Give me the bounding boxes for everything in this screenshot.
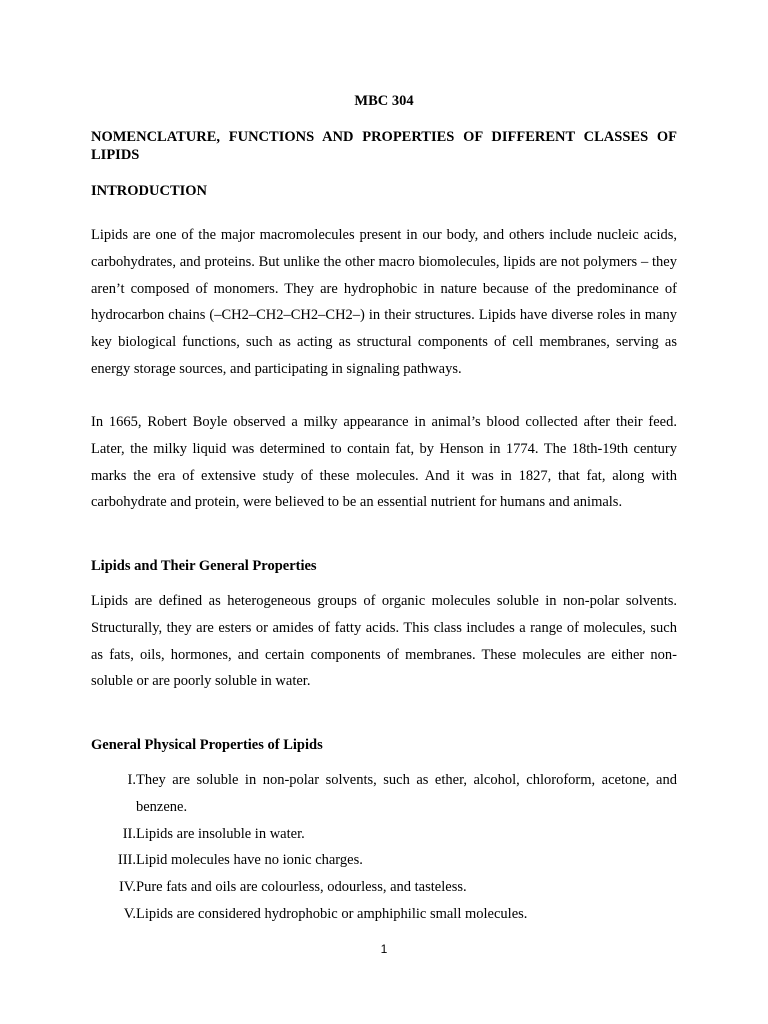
introduction-paragraph-2: In 1665, Robert Boyle observed a milky appearance in animal’s blood collected after their feed. Later, the milky liquid was determined to contain fat, by Henson in 1774. The 18th-19th century marks the era of extensive study of these molecules. And it was in 1827, that fat, along with carbohydrate and protein, were believed to be an essential nutrient for humans and animals. [91, 414, 677, 511]
physical-properties-list [91, 767, 677, 928]
general-properties-heading: Lipids and Their General Properties [91, 558, 317, 574]
document-title: NOMENCLATURE, FUNCTIONS AND PROPERTIES OF DIFFERENT CLASSES OF LIPIDS [91, 129, 677, 163]
list-item-number: I. [127, 772, 136, 788]
introduction-heading: INTRODUCTION [91, 183, 208, 199]
page-number: 1 [380, 942, 388, 956]
list-item [91, 821, 677, 848]
introduction-paragraph-1: Lipids are one of the major macromolecules present in our body, and others include nucleic acids, carbohydrates, and proteins. But unlike the other macro biomolecules, lipids are not polymers – they aren’t composed of monomers. They are hydrophobic in nature because of the predominance of hydrocarbon chains (–CH2–CH2–CH2–CH2–) in their structures. Lipids have diverse roles in many key biological functions, such as acting as structural components of cell membranes, serving as energy storage sources, and participating in signaling pathways. [91, 227, 677, 377]
list-item-number: II. [122, 825, 136, 842]
list-item [91, 847, 677, 874]
course-code: MBC 304 [354, 93, 414, 109]
list-item-text: Lipid molecules have no ionic charges. [136, 852, 363, 869]
list-item-number: V. [123, 905, 136, 922]
list-item-text: They are soluble in non-polar solvents, such as ether, alcohol, chloroform, acetone, and benzene. [136, 772, 677, 815]
list-item [91, 901, 677, 928]
list-item [91, 874, 677, 901]
list-item-text: Pure fats and oils are colourless, odourless, and tasteless. [136, 879, 467, 896]
list-item-number: III. [117, 852, 136, 869]
list-item-number: IV. [118, 879, 136, 896]
general-properties-paragraph: Lipids are defined as heterogeneous groups of organic molecules soluble in non-polar solvents. Structurally, they are esters or amides of fatty acids. This class includes a range of molecules, such as fats, oils, hormones, and certain components of membranes. These molecules are either non-soluble or are poorly soluble in water. [91, 593, 677, 690]
physical-properties-heading: General Physical Properties of Lipids [91, 737, 323, 753]
list-item-text: Lipids are insoluble in water. [136, 825, 305, 842]
list-item-text: Lipids are considered hydrophobic or amphiphilic small molecules. [136, 905, 528, 922]
list-item [91, 767, 677, 821]
